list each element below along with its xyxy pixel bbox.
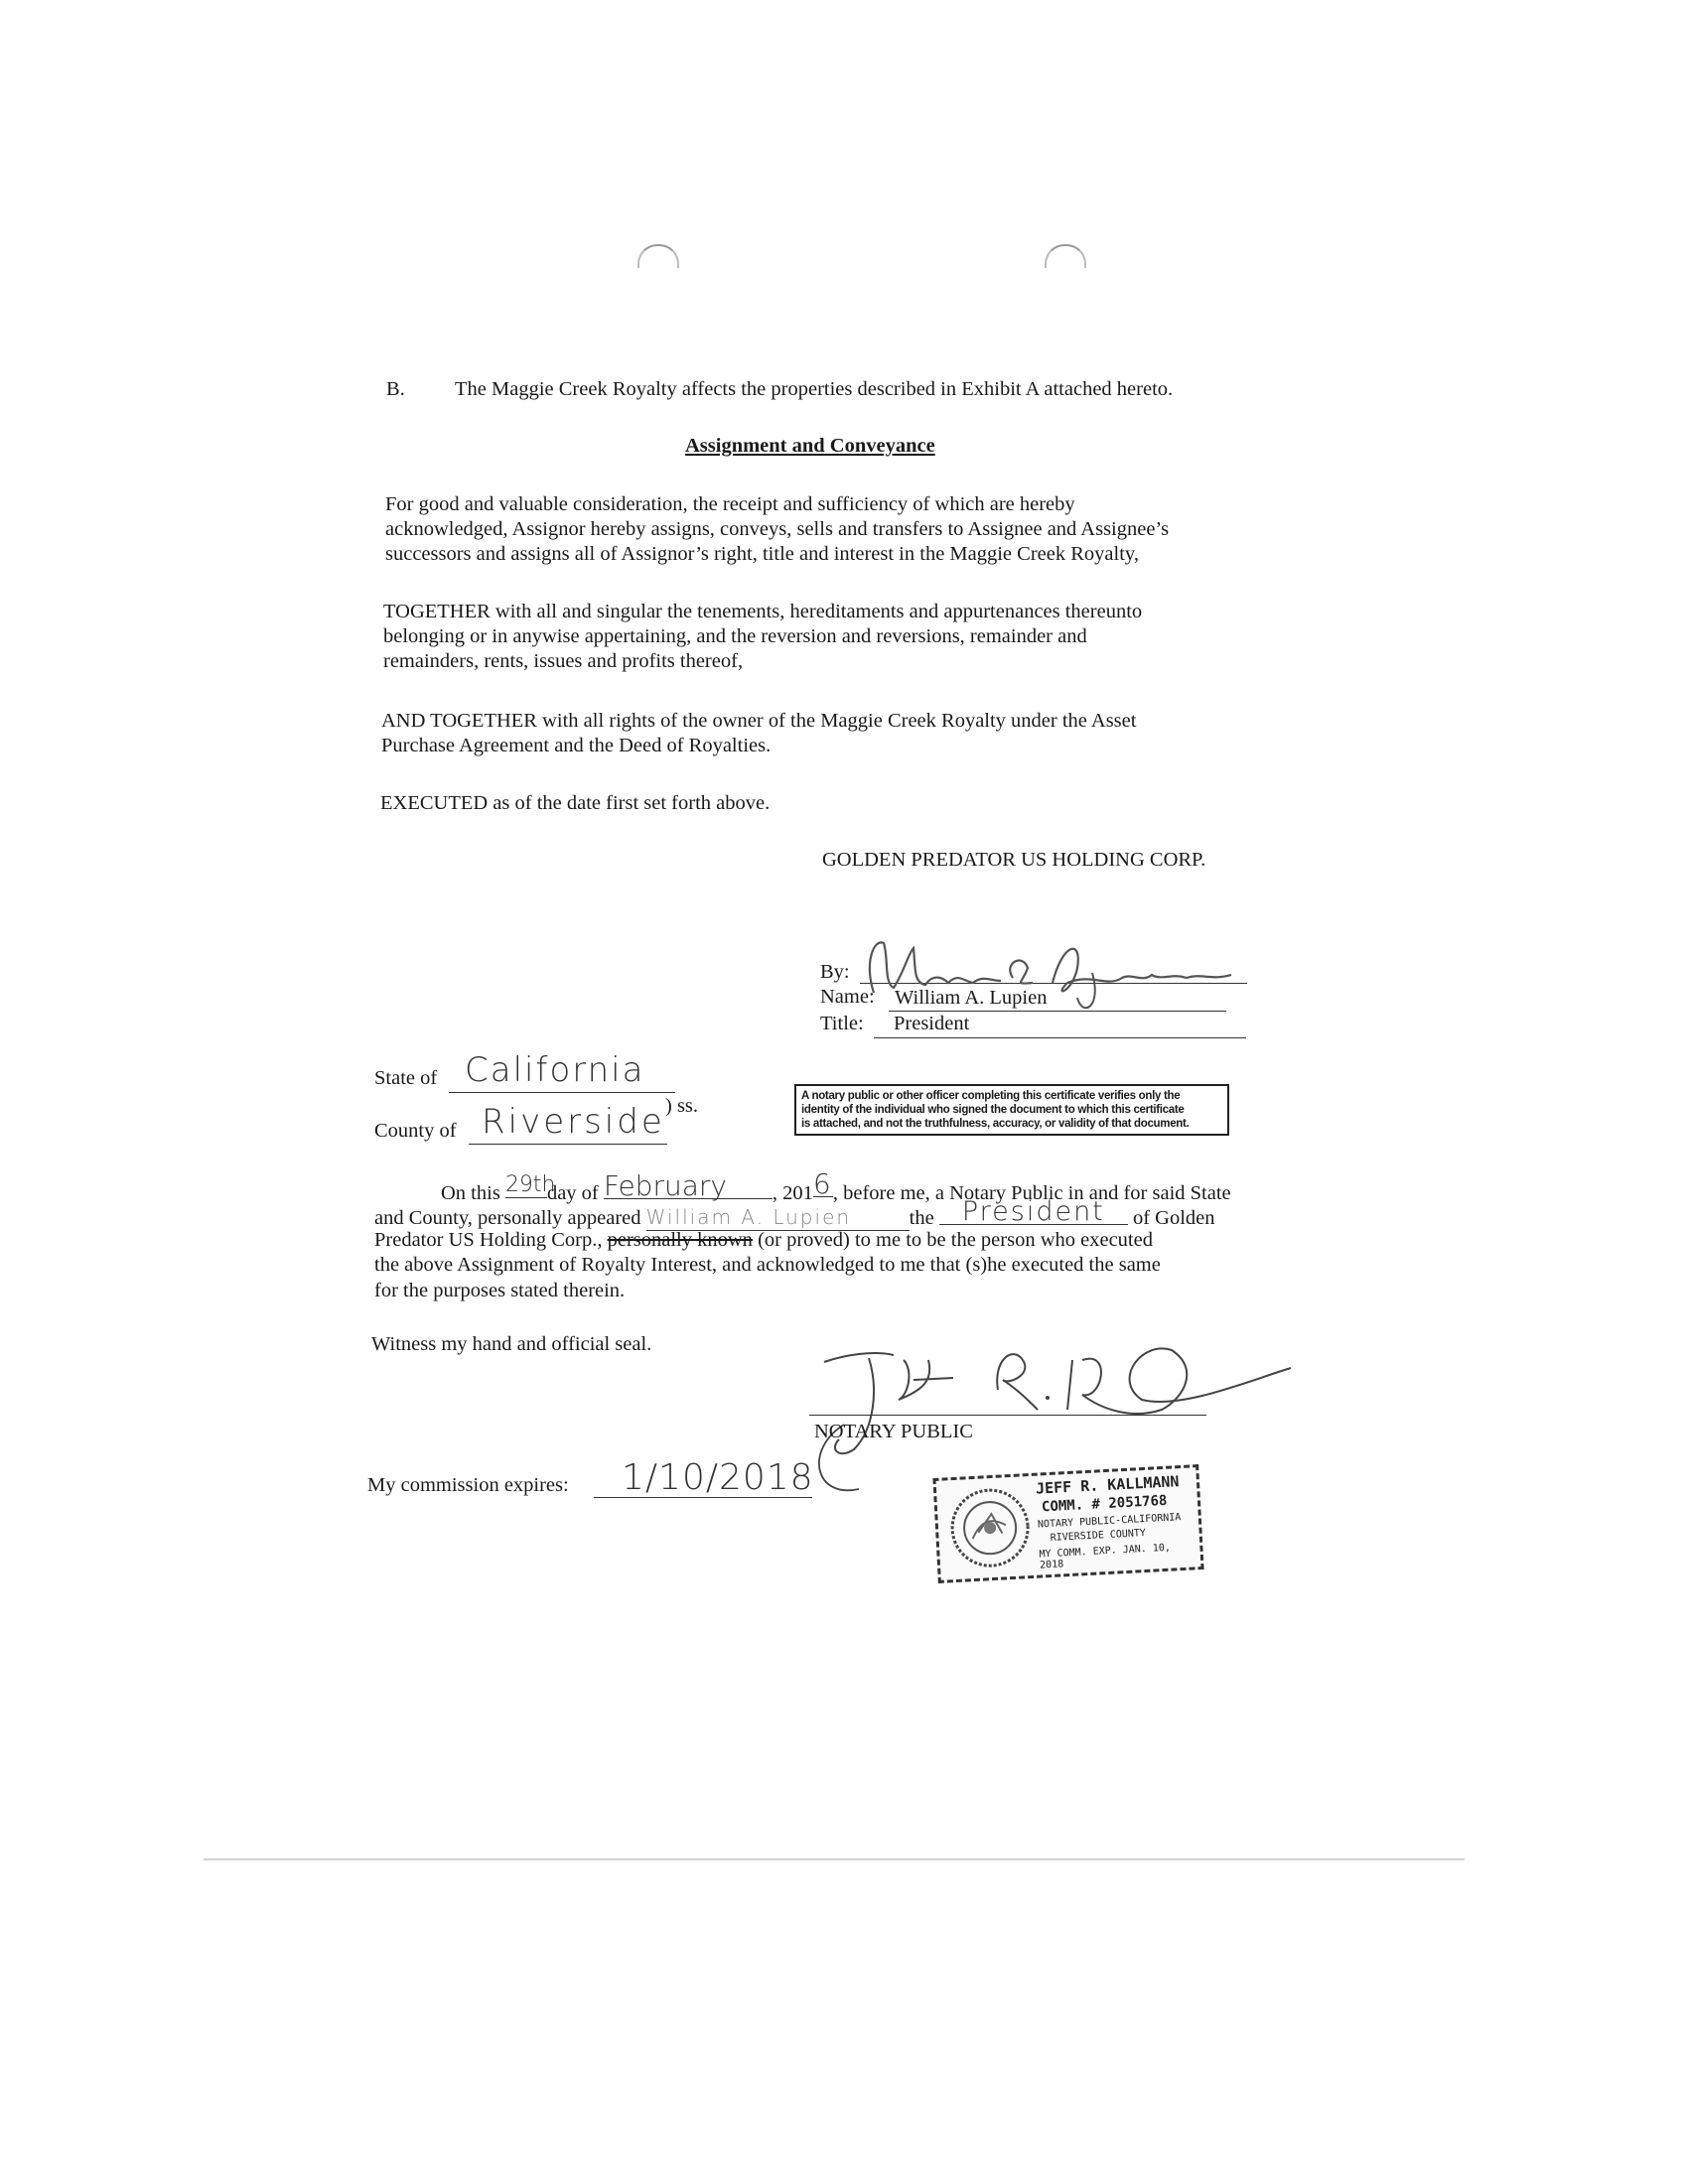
- acknowledgment-line-4: the above Assignment of Royalty Interest, and acknowledged to me that (s)he executed the same: [374, 1254, 1161, 1276]
- company-ref-text: Predator US Holding Corp.,: [374, 1229, 603, 1251]
- state-label: State of: [374, 1067, 438, 1089]
- personally-known-struck: personally known: [607, 1229, 753, 1251]
- stamp-line: COMM. # 2051768: [1041, 1492, 1168, 1516]
- stamp-line: MY COMM. EXP. JAN. 10, 2018: [1039, 1542, 1172, 1571]
- notice-line: is attached, and not the truthfulness, accuracy, or validity of that document.: [801, 1118, 1190, 1130]
- ss-mark: ) ss.: [665, 1095, 699, 1117]
- stamp-line: NOTARY PUBLIC-CALIFORNIA: [1037, 1512, 1182, 1531]
- witness-statement: Witness my hand and official seal.: [371, 1333, 652, 1355]
- county-line: [469, 1144, 667, 1145]
- notary-signature-line: [809, 1415, 1206, 1416]
- before-me-text: , before me, a Notary Public in and for said State: [832, 1182, 1231, 1204]
- name-value: William A. Lupien: [895, 987, 1048, 1009]
- on-this-text: On this: [441, 1182, 500, 1204]
- paragraph-line: TOGETHER with all and singular the tenements, hereditaments and appurtenances thereunto: [383, 601, 1143, 622]
- commission-label: My commission expires:: [367, 1474, 569, 1496]
- recital-text: The Maggie Creek Royalty affects the properties described in Exhibit A attached hereto.: [455, 378, 1174, 400]
- notice-line: A notary public or other officer completing this certificate verifies only the: [801, 1090, 1181, 1102]
- paragraph-line: AND TOGETHER with all rights of the owner of the Maggie Creek Royalty under the Asset: [381, 710, 1137, 732]
- acknowledgment-line-2: [374, 1196, 1215, 1231]
- paragraph-line: remainders, rents, issues and profits thereof,: [383, 650, 744, 672]
- stamp-line: RIVERSIDE COUNTY: [1050, 1527, 1147, 1544]
- day-value: 29th: [504, 1172, 556, 1197]
- notice-line: identity of the individual who signed the document to which this certificate: [801, 1104, 1185, 1116]
- the-text: the: [909, 1207, 934, 1229]
- state-line: [449, 1092, 675, 1093]
- paragraph-consideration: [385, 492, 1398, 567]
- notary-notice-box: [794, 1084, 1229, 1136]
- recital-letter: B.: [386, 378, 405, 400]
- paragraph-line: Purchase Agreement and the Deed of Royalties.: [381, 735, 772, 756]
- acknowledgment-line-3: [374, 1228, 1153, 1253]
- state-value: California: [465, 1050, 645, 1090]
- punch-hole-left: [637, 244, 679, 268]
- notary-stamp: [932, 1464, 1203, 1583]
- scan-edge-line: [204, 1858, 1465, 1860]
- name-label: Name:: [820, 986, 875, 1008]
- notary-signature: [784, 1300, 1301, 1499]
- paragraph-line: acknowledged, Assignor hereby assigns, conveys, sells and transfers to Assignee and Assignee’s: [385, 518, 1170, 540]
- paragraph-together: [383, 600, 1396, 674]
- by-label: By:: [820, 961, 850, 983]
- punch-hole-right: [1045, 244, 1086, 268]
- paragraph-line: belonging or in anywise appertaining, and the reversion and reversions, remainder and: [383, 625, 1087, 647]
- title-label: Title:: [820, 1013, 864, 1034]
- county-value: Riverside: [482, 1102, 665, 1142]
- executed-statement: EXECUTED as of the date first set forth above.: [380, 792, 771, 814]
- paragraph-line: successors and assigns all of Assignor’s right, title and interest in the Maggie Creek Royalty,: [385, 543, 1139, 565]
- acknowledgment-line-5: for the purposes stated therein.: [374, 1280, 626, 1301]
- year-digit: 6: [813, 1171, 833, 1197]
- company-name: GOLDEN PREDATOR US HOLDING CORP.: [822, 849, 1206, 871]
- day-of-text: day of: [546, 1182, 599, 1204]
- county-label: County of: [374, 1120, 457, 1142]
- paragraph-line: For good and valuable consideration, the receipt and sufficiency of which are hereby: [385, 493, 1075, 515]
- year-prefix: , 201: [772, 1182, 813, 1204]
- or-proved-text: (or proved) to me to be the person who executed: [758, 1229, 1153, 1251]
- title-line: [874, 1037, 1246, 1038]
- person-value: William A. Lupien: [646, 1205, 910, 1231]
- commission-line: [594, 1497, 812, 1498]
- acknowledged-title-value: President: [939, 1199, 1128, 1225]
- title-value: President: [894, 1013, 970, 1034]
- month-value: February: [604, 1173, 773, 1199]
- stamp-line: JEFF R. KALLMANN: [1035, 1472, 1180, 1498]
- notary-public-label: NOTARY PUBLIC: [814, 1421, 973, 1442]
- commission-value: 1/10/2018: [622, 1457, 814, 1498]
- personally-appeared-text: and County, personally appeared: [374, 1207, 641, 1229]
- of-golden-text: of Golden: [1132, 1207, 1215, 1229]
- state-seal-icon: [946, 1484, 1034, 1571]
- section-heading: Assignment and Conveyance: [685, 435, 935, 457]
- paragraph-and-together: [381, 709, 1394, 758]
